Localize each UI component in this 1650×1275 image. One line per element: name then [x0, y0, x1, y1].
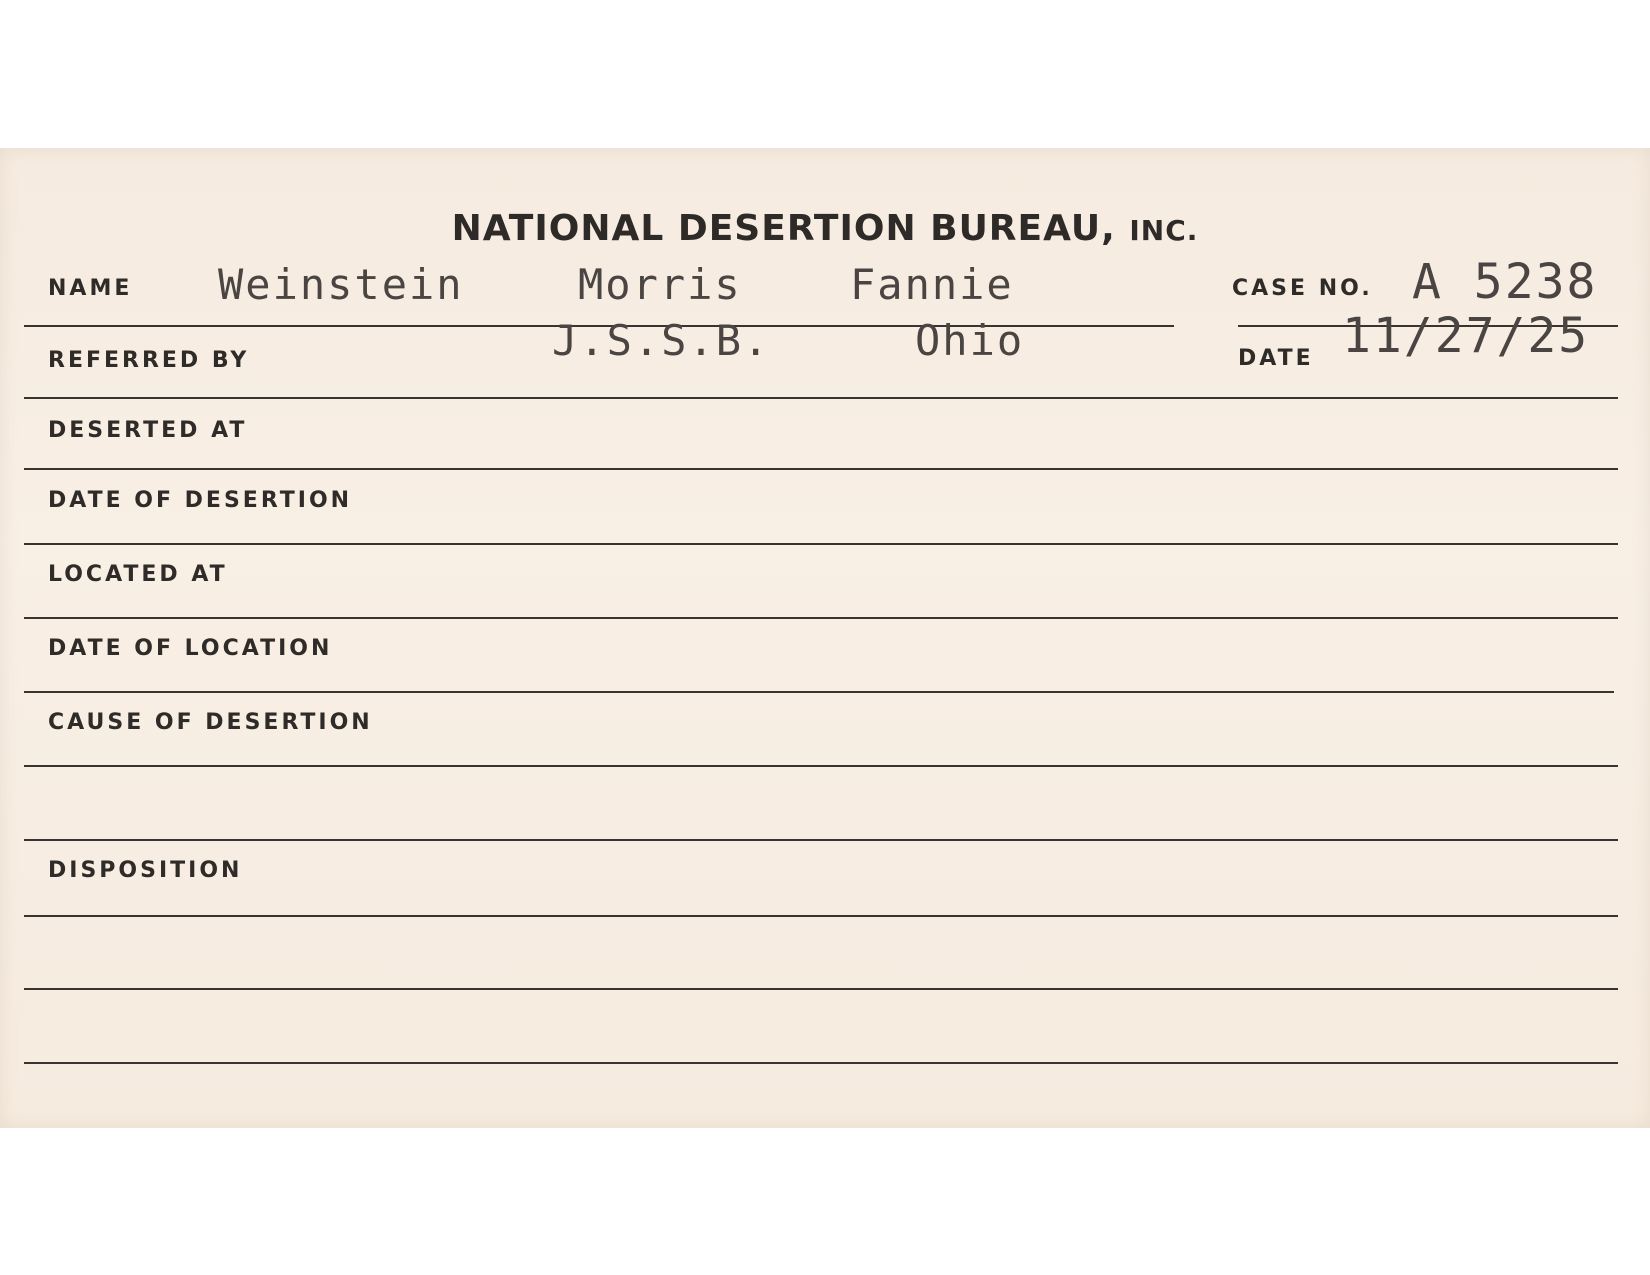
disposition-label: DISPOSITION [48, 858, 243, 883]
located-at-label: LOCATED AT [48, 562, 228, 587]
bureau-suffix: INC. [1129, 214, 1199, 247]
deserted-at-line [24, 468, 1618, 470]
bureau-name: NATIONAL DESERTION BUREAU, [451, 208, 1116, 249]
date-of-desertion-line [24, 543, 1618, 545]
name-first-1: Morris [578, 260, 742, 309]
case-no-label: CASE NO. [1232, 276, 1373, 301]
referred-by-label: REFERRED BY [48, 348, 250, 373]
deserted-at-label: DESERTED AT [48, 418, 248, 443]
name-surname: Weinstein [218, 260, 464, 309]
disposition-line-3 [24, 1062, 1618, 1064]
card-title [0, 208, 1650, 249]
date-of-desertion-label: DATE OF DESERTION [48, 488, 353, 513]
case-no-value: A 5238 [1412, 254, 1598, 310]
disposition-line-2 [24, 988, 1618, 990]
referred-line [24, 397, 1618, 399]
date-label: DATE [1238, 346, 1314, 371]
cause-line-1 [24, 765, 1618, 767]
name-first-2: Fannie [850, 260, 1014, 309]
referred-by-agency: J.S.S.B. [552, 316, 771, 365]
date-of-location-line [24, 691, 1614, 693]
date-of-location-label: DATE OF LOCATION [48, 636, 333, 661]
disposition-line-1 [24, 915, 1618, 917]
cause-of-desertion-label: CAUSE OF DESERTION [48, 710, 373, 735]
date-value: 11/27/25 [1342, 308, 1590, 364]
cause-line-2 [24, 839, 1618, 841]
located-at-line [24, 617, 1618, 619]
index-card [0, 148, 1650, 1128]
referred-by-state: Ohio [915, 316, 1025, 365]
name-label: NAME [48, 276, 133, 301]
